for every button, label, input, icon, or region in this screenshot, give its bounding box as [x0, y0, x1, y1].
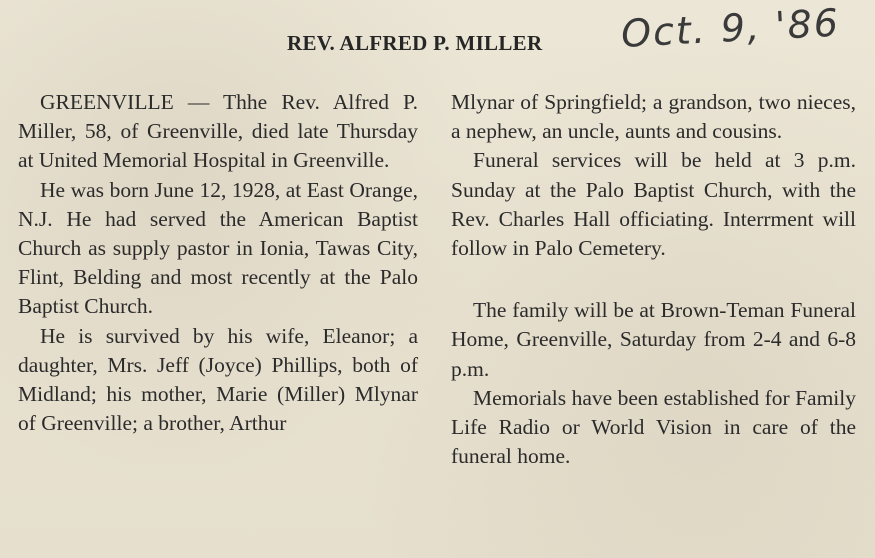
- paragraph-funeral-services: Funeral services will be held at 3 p.m. Sunday at the Palo Baptist Church, with the Rev. Charles Hall officiating. Interrment will follow in Palo Cemetery.: [451, 148, 856, 261]
- paragraph-biography: He was born June 12, 1928, at East Orange, N.J. He had served the American Baptist Church as supply pastor in Ionia, Tawas City, Flint, Belding and most recently at the Palo Baptist Church.: [18, 177, 418, 319]
- handwritten-date: Oct. 9, '86: [620, 0, 842, 56]
- left-column: [18, 88, 418, 438]
- right-column: [451, 88, 856, 471]
- paragraph-survivors: He is survived by his wife, Eleanor; a daughter, Mrs. Jeff (Joyce) Phillips, both of Midland; his mother, Marie (Miller) Mlynar of Greenville; a brother, Arthur: [18, 323, 418, 436]
- paragraph-survivors-continued: Mlynar of Springfield; a grandson, two nieces, a nephew, an uncle, aunts and cousins.: [451, 90, 856, 144]
- article-headline: REV. ALFRED P. MILLER: [287, 31, 543, 55]
- paragraph-visitation: The family will be at Brown-Teman Funeral Home, Greenville, Saturday from 2-4 and 6-8 p.m.: [451, 298, 856, 381]
- paragraph-death-notice: GREENVILLE — Thhe Rev. Alfred P. Miller, 58, of Greenville, died late Thursday at United Memorial Hospital in Greenville.: [18, 90, 418, 173]
- paragraph-memorials: Memorials have been established for Family Life Radio or World Vision in care of the funeral home.: [451, 385, 856, 469]
